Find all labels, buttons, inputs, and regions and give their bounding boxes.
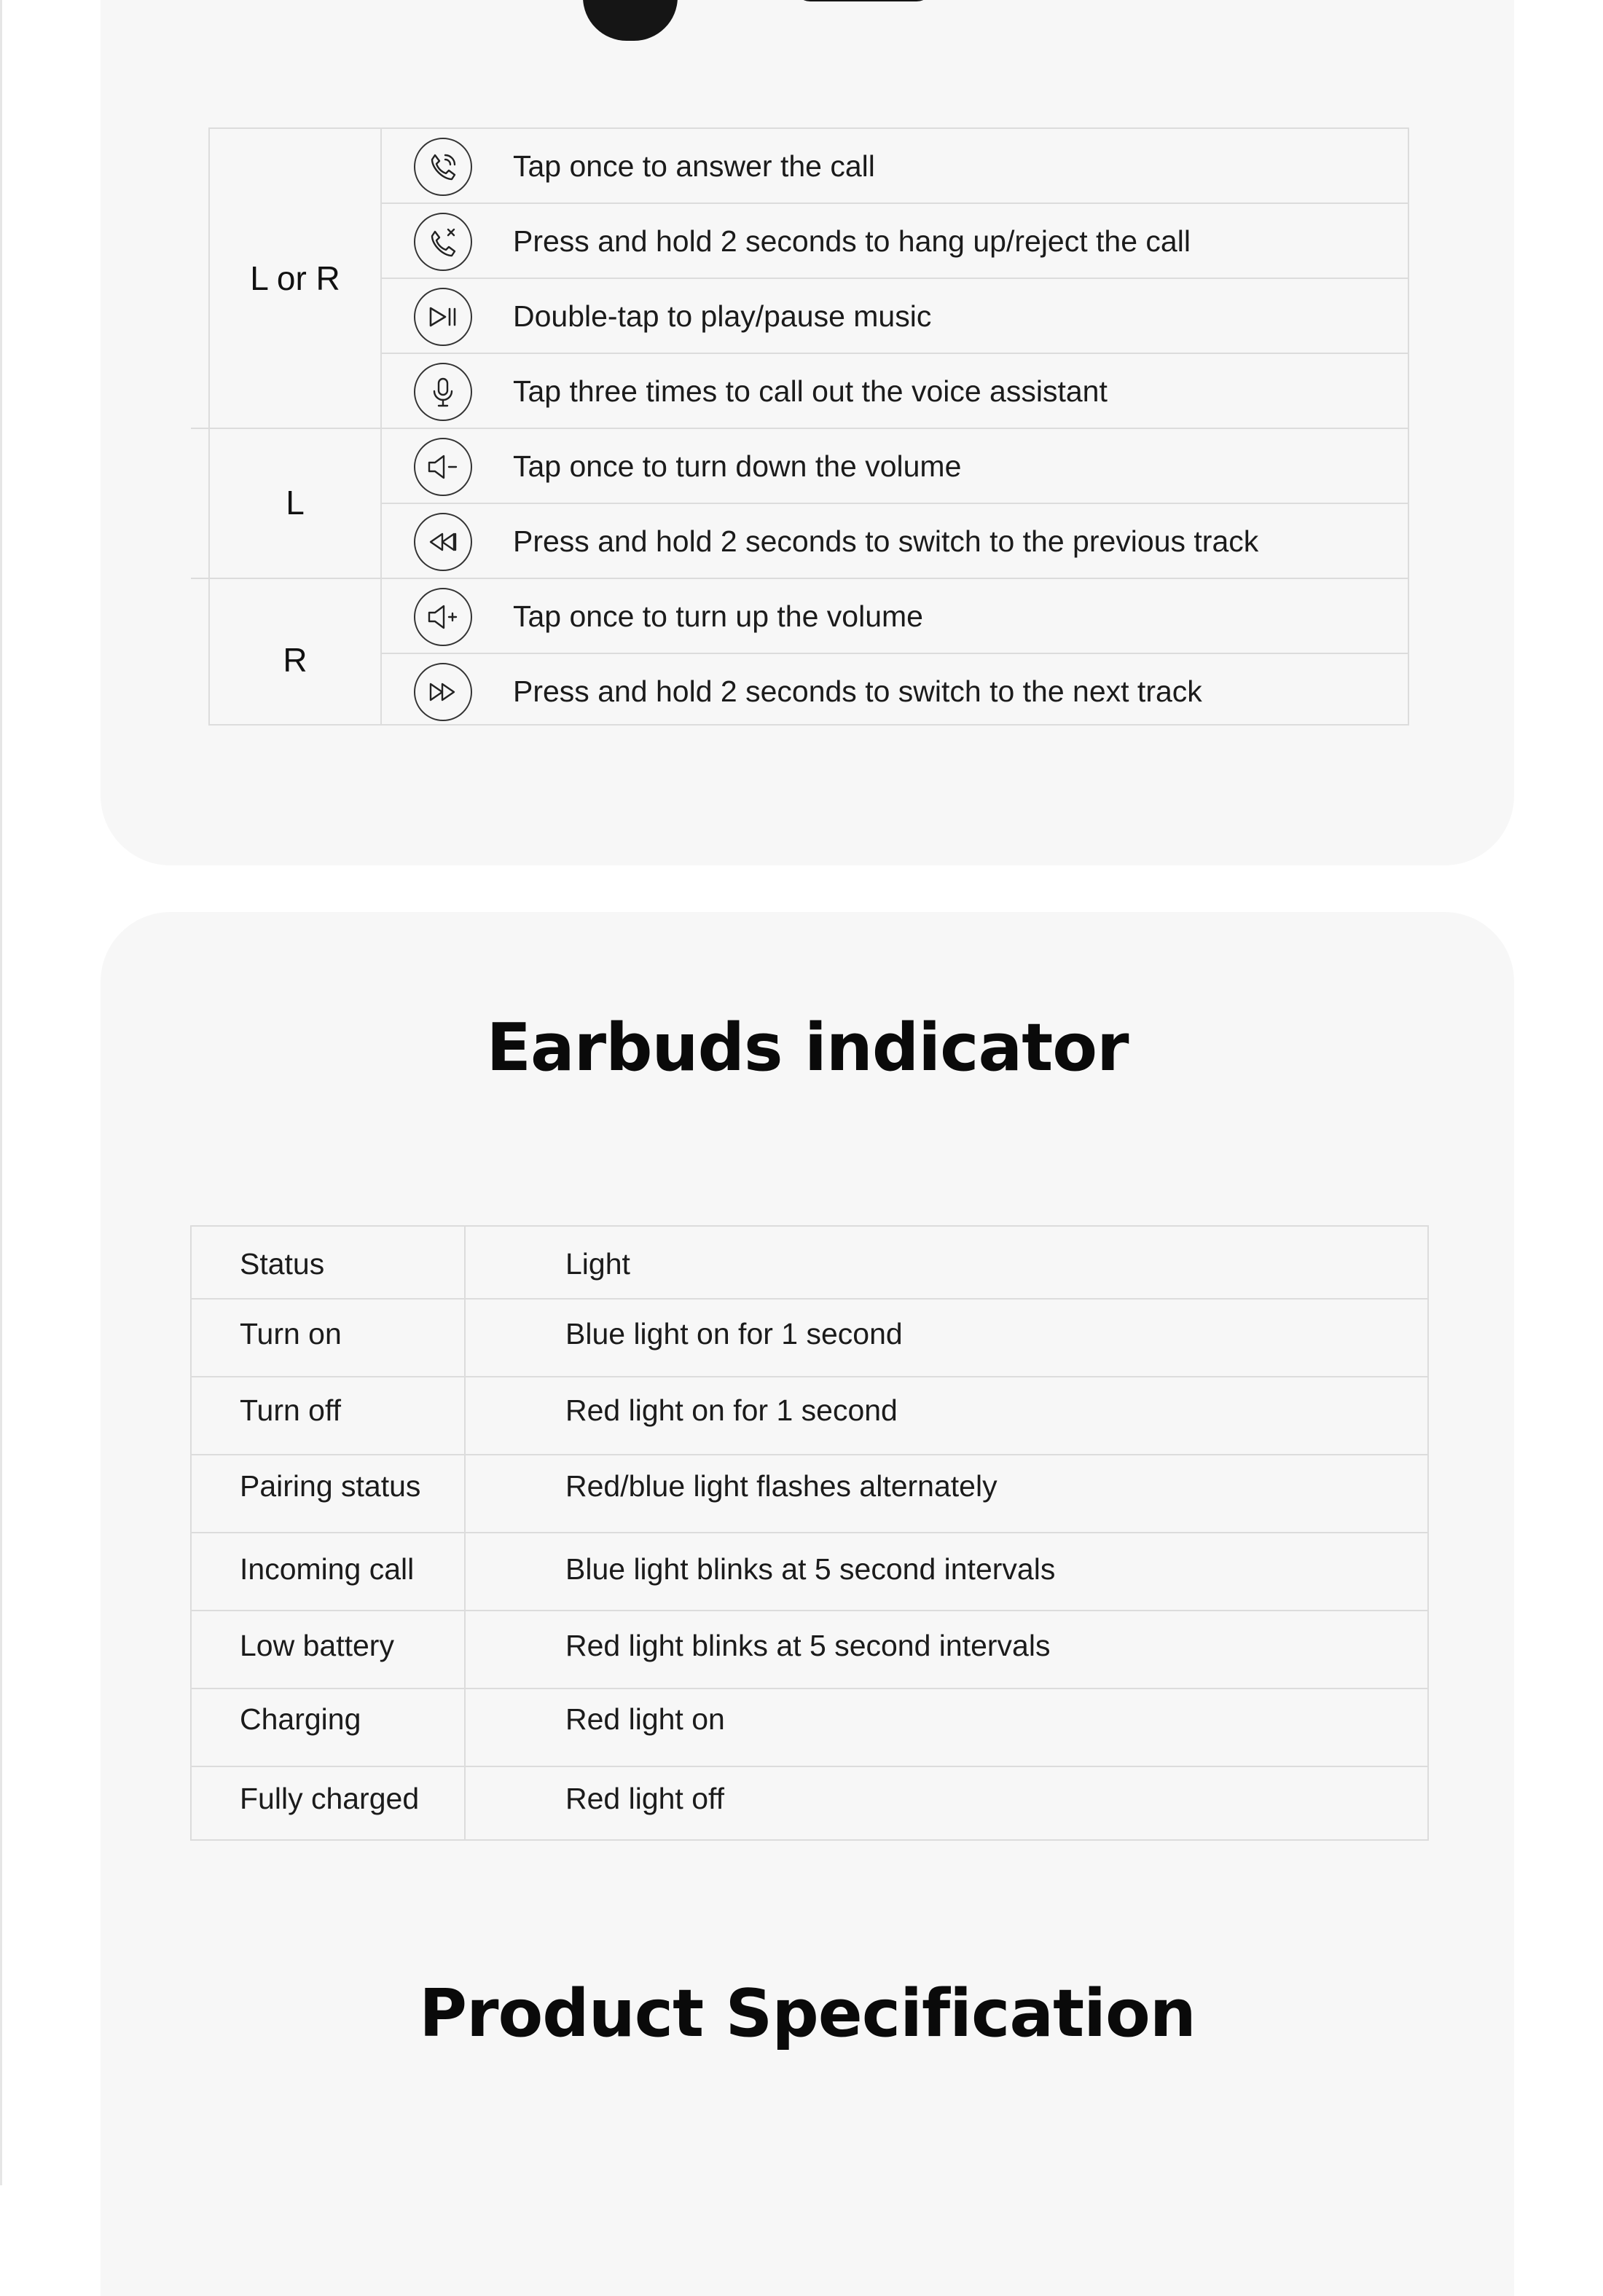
volume-down-icon	[414, 438, 472, 496]
control-row	[382, 204, 1408, 279]
microphone-icon	[414, 363, 472, 421]
ear-label-right: R	[283, 641, 307, 679]
control-row	[382, 654, 1408, 729]
status-cell: Turn on	[240, 1317, 342, 1351]
control-row	[382, 129, 1408, 204]
status-cell: Pairing status	[240, 1469, 421, 1503]
row-divider	[192, 1376, 1427, 1377]
phone-hangup-icon	[414, 213, 472, 271]
control-row	[382, 279, 1408, 354]
light-cell: Red/blue light flashes alternately	[565, 1469, 998, 1503]
volume-up-icon	[414, 588, 472, 646]
next-track-icon	[414, 663, 472, 721]
control-description: Tap three times to call out the voice assistant	[513, 374, 1108, 408]
light-cell: Red light blinks at 5 second intervals	[565, 1629, 1051, 1662]
status-cell: Turn off	[240, 1393, 342, 1427]
ear-label-left: L	[286, 484, 305, 522]
control-description: Press and hold 2 seconds to hang up/reject the call	[513, 224, 1191, 258]
earbud-stem-image-fragment	[794, 0, 933, 1]
play-pause-icon	[414, 288, 472, 346]
header-light: Light	[565, 1247, 630, 1281]
status-cell: Charging	[240, 1702, 361, 1736]
page-edge-rule	[0, 0, 2, 2185]
light-cell: Red light off	[565, 1782, 725, 1815]
previous-track-icon	[414, 513, 472, 571]
control-row	[382, 429, 1408, 504]
touch-controls-table	[208, 127, 1409, 726]
indicator-table	[190, 1225, 1429, 1841]
ear-label-l-or-r: L or R	[250, 259, 340, 297]
control-description: Tap once to turn up the volume	[513, 599, 923, 633]
phone-answer-icon	[414, 138, 472, 196]
control-description: Tap once to answer the call	[513, 149, 875, 183]
light-cell: Red light on	[565, 1702, 725, 1736]
row-divider	[192, 1532, 1427, 1533]
spec-heading: Product Specification	[419, 1975, 1196, 2052]
control-description: Press and hold 2 seconds to switch to the previous track	[513, 524, 1259, 558]
indicator-heading: Earbuds indicator	[486, 1010, 1129, 1086]
status-cell: Low battery	[240, 1629, 394, 1662]
status-cell: Fully charged	[240, 1782, 420, 1815]
control-description: Tap once to turn down the volume	[513, 449, 962, 483]
control-description: Press and hold 2 seconds to switch to the next track	[513, 675, 1202, 708]
control-row	[382, 354, 1408, 429]
light-cell: Blue light blinks at 5 second intervals	[565, 1552, 1056, 1586]
row-divider	[192, 1766, 1427, 1767]
control-description: Double-tap to play/pause music	[513, 299, 932, 333]
row-divider	[192, 1610, 1427, 1611]
light-cell: Red light on for 1 second	[565, 1393, 898, 1427]
header-status: Status	[240, 1247, 325, 1281]
row-divider	[192, 1688, 1427, 1689]
status-cell: Incoming call	[240, 1552, 415, 1586]
control-row	[382, 579, 1408, 654]
row-divider	[192, 1454, 1427, 1455]
control-row	[382, 504, 1408, 579]
light-cell: Blue light on for 1 second	[565, 1317, 903, 1351]
row-divider	[192, 1298, 1427, 1300]
